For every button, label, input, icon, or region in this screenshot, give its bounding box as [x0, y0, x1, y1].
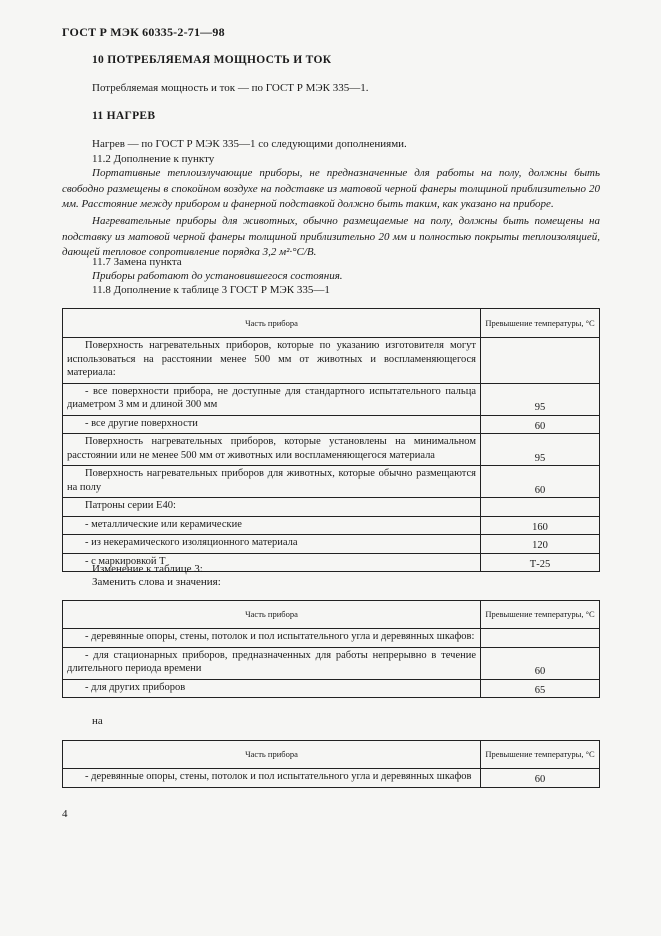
cell-temperature-value: 60 — [481, 647, 600, 679]
cell-part — [63, 679, 481, 698]
paragraph-steady-state: Приборы работают до установившегося состояния. — [92, 270, 343, 282]
table-row — [63, 516, 600, 535]
column-header-part: Часть прибора — [63, 309, 481, 338]
column-header-temperature: Превышение температуры, °С — [481, 601, 600, 629]
cell-part-text: - металлические или керамические — [85, 518, 242, 530]
cell-temperature-value: 65 — [481, 679, 600, 698]
document-header: ГОСТ Р МЭК 60335-2-71—98 — [62, 25, 225, 39]
cell-temperature-value — [481, 629, 600, 648]
cell-temperature-value: 60 — [481, 769, 600, 788]
cell-part — [63, 383, 481, 415]
cell-temperature-value: 120 — [481, 535, 600, 554]
cell-part-text: - с маркировкой Т — [85, 555, 166, 567]
cell-part-text: - все другие поверхности — [85, 417, 198, 429]
cell-part-text: - деревянные опоры, стены, потолок и пол испытательного угла и деревянных шкафов — [85, 771, 472, 782]
item-11-2: 11.2 Дополнение к пункту — [92, 153, 215, 165]
table-row — [63, 415, 600, 434]
table-header-row — [63, 741, 600, 769]
paragraph-portable-heaters: Портативные теплоизлучающие приборы, не предназначенные для работы на полу, должны быть свободно размещены в спокойном воздухе на подставке из матовой черной фанеры толщиной приблизительно 20 мм. Расстояние между прибором и фанерной подставкой должно быть таким, как указано на приборе. — [62, 167, 600, 210]
cell-part-text: Поверхность нагревательных приборов, которые установлены на минимальном расстоянии или не менее 500 мм от животных или воспламеняющегося материала — [67, 436, 476, 461]
table-row — [63, 466, 600, 498]
column-header-part: Часть прибора — [63, 601, 481, 629]
cell-part — [63, 415, 481, 434]
table-row — [63, 535, 600, 554]
cell-part — [63, 466, 481, 498]
cell-part — [63, 647, 481, 679]
cell-part-text: Поверхность нагревательных приборов для животных, которые обычно размещаются на полу — [67, 468, 476, 493]
table-body — [63, 769, 600, 788]
change-line-2: Заменить слова и значения: — [92, 576, 221, 588]
cell-temperature-value: 160 — [481, 516, 600, 535]
cell-part-text: - из некерамического изоляционного материала — [85, 537, 298, 548]
table-row — [63, 498, 600, 517]
cell-part-text: Патроны серии Е40: — [85, 500, 176, 511]
page-number: 4 — [62, 808, 68, 820]
table-temperature-rise-1 — [62, 308, 600, 572]
cell-part-text: Поверхность нагревательных приборов, которые по указанию изготовителя могут использоваться на расстоянии менее 500 мм от животных и воспламеняющегося материала: — [67, 340, 476, 378]
cell-temperature-value — [481, 498, 600, 517]
na-text: на — [92, 715, 103, 727]
cell-temperature-value: Т-25 — [481, 553, 600, 572]
cell-temperature-value — [481, 338, 600, 384]
cell-part — [63, 498, 481, 517]
table-temperature-rise-3 — [62, 740, 600, 788]
column-header-part: Часть прибора — [63, 741, 481, 769]
cell-part — [63, 434, 481, 466]
cell-part-text: - все поверхности прибора, не доступные для стандартного испытательного пальца диаметром 3 мм и длиной 300 мм — [67, 385, 476, 410]
table-body — [63, 338, 600, 572]
table-row — [63, 769, 600, 788]
item-11-8: 11.8 Дополнение к таблице 3 ГОСТ Р МЭК 335—1 — [92, 284, 330, 296]
cell-part-text: - для других приборов — [85, 681, 186, 693]
table-header-row — [63, 601, 600, 629]
table-row — [63, 647, 600, 679]
table-row — [63, 434, 600, 466]
cell-part — [63, 338, 481, 384]
cell-part — [63, 516, 481, 535]
section-10-text: Потребляемая мощность и ток — по ГОСТ Р МЭК 335—1. — [92, 82, 369, 94]
cell-part — [63, 769, 481, 788]
cell-part — [63, 535, 481, 554]
section-10-heading: 10 ПОТРЕБЛЯЕМАЯ МОЩНОСТЬ И ТОК — [92, 54, 332, 66]
cell-part-text: - деревянные опоры, стены, потолок и пол испытательного угла и деревянных шкафов: — [85, 631, 475, 642]
table-temperature-rise-2 — [62, 600, 600, 698]
table-row — [63, 679, 600, 698]
item-11-7: 11.7 Замена пункта — [92, 256, 182, 268]
cell-temperature-value: 60 — [481, 415, 600, 434]
cell-temperature-value: 95 — [481, 434, 600, 466]
table-header-row — [63, 309, 600, 338]
cell-part — [63, 629, 481, 648]
column-header-temperature: Превышение температуры, °С — [481, 309, 600, 338]
table-row — [63, 629, 600, 648]
cell-temperature-value: 60 — [481, 466, 600, 498]
change-line-1: Изменение к таблице 3: — [92, 563, 203, 575]
table-body — [63, 629, 600, 698]
section-11-intro: Нагрев — по ГОСТ Р МЭК 335—1 со следующими дополнениями. — [92, 138, 407, 150]
column-header-temperature: Превышение температуры, °С — [481, 741, 600, 769]
paragraph-animal-heaters: Нагревательные приборы для животных, обычно размещаемые на полу, должны быть помещены на подставку из матовой черной фанеры толщиной приблизительно 20 мм и полностью покрыты теплоизоляцией, дающей тепловое сопротивление порядка 3,2 м²·°С/В. — [62, 215, 600, 258]
table-row — [63, 383, 600, 415]
cell-part-text: - для стационарных приборов, предназначенных для работы непрерывно в течение длительного периода времени — [67, 649, 476, 674]
cell-temperature-value: 95 — [481, 383, 600, 415]
section-11-heading: 11 НАГРЕВ — [92, 110, 156, 122]
table-row — [63, 338, 600, 384]
